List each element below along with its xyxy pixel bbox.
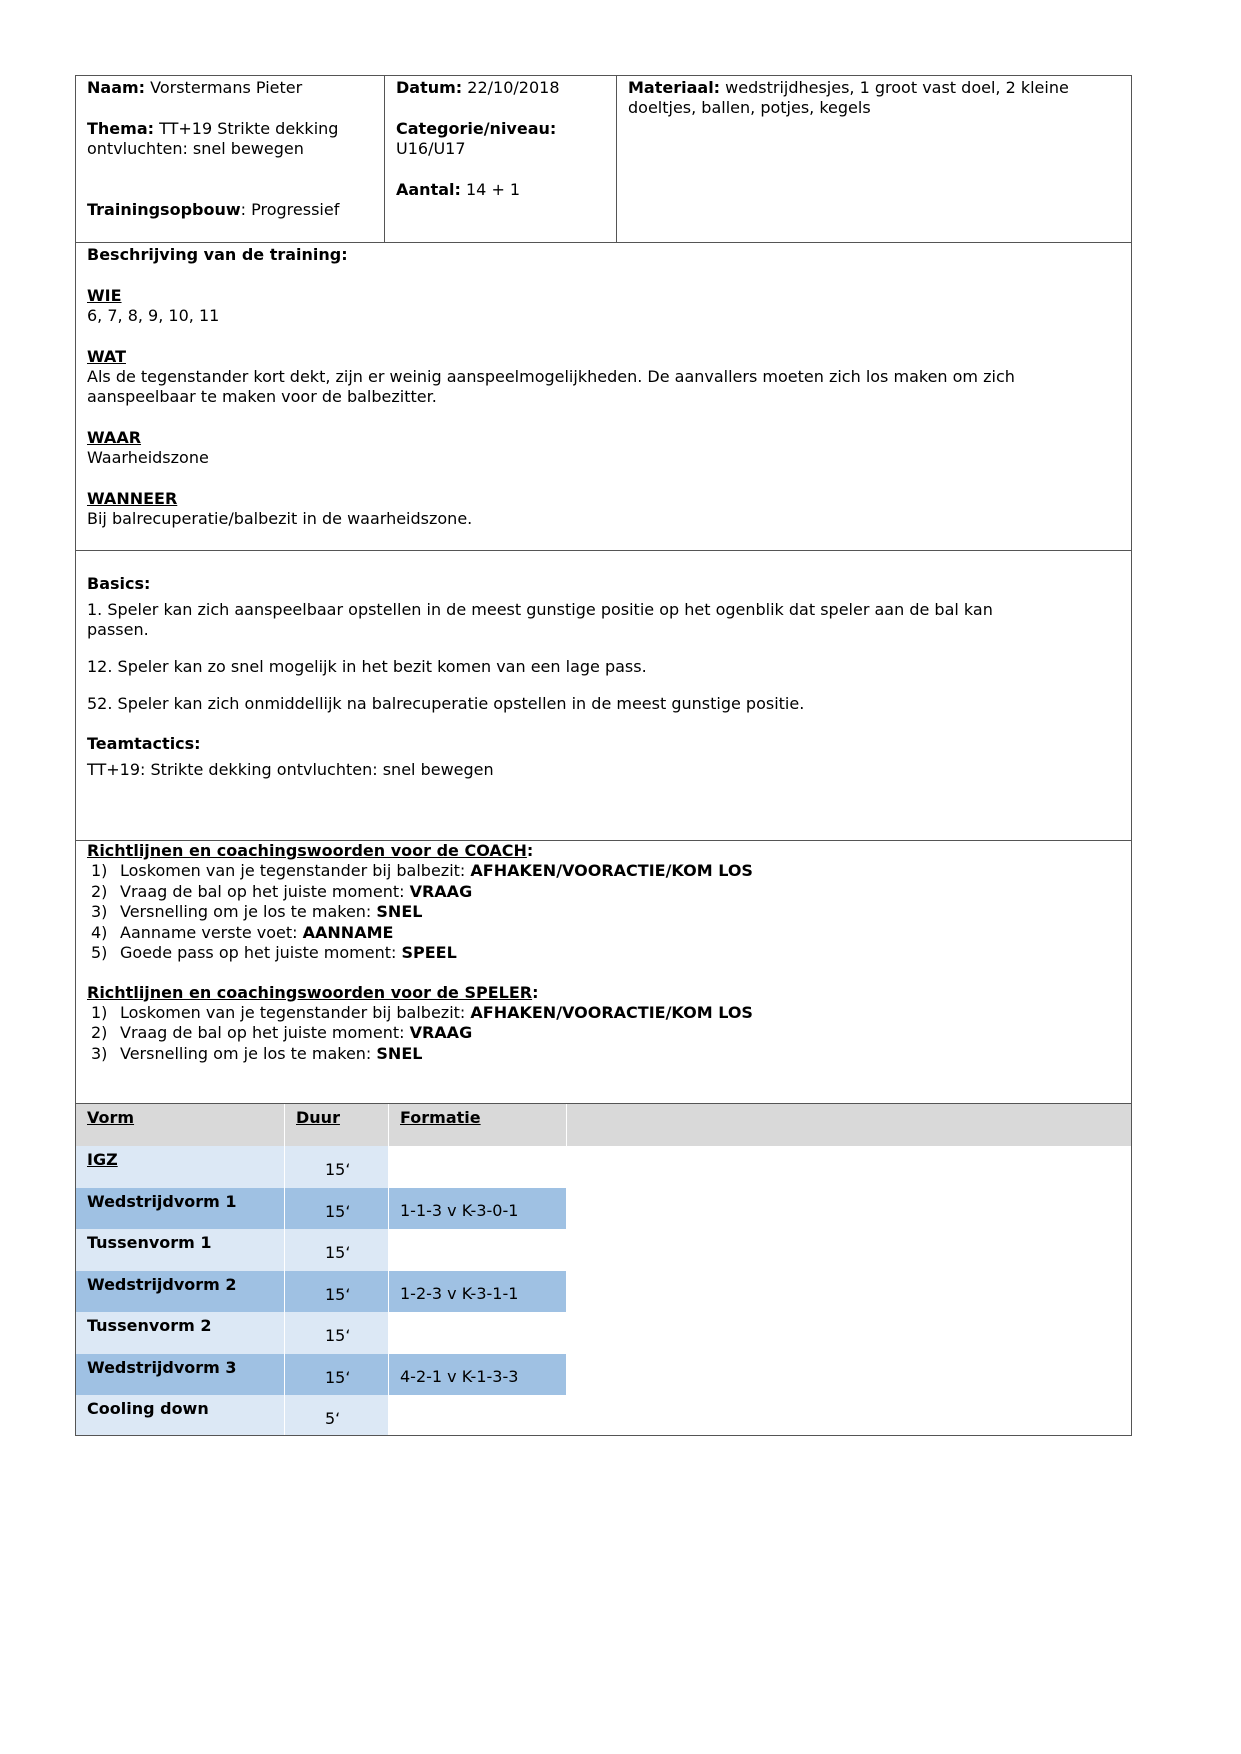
schedule-header-row <box>76 1104 1131 1146</box>
duur-value: 15‘ <box>325 1201 351 1221</box>
header-row <box>76 76 1131 242</box>
coach-item-number: 3) <box>91 902 108 921</box>
duur-cell <box>284 1188 388 1230</box>
speler-item <box>87 1003 1120 1024</box>
speler-item-text: Vraag de bal op het juiste moment: <box>120 1023 410 1042</box>
speler-title <box>87 983 1120 1003</box>
formatie-value: 4-2-1 v K-1-3-3 <box>400 1366 519 1386</box>
coach-item <box>87 943 1120 964</box>
schedule-row <box>76 1229 1131 1271</box>
aantal-value: 14 + 1 <box>460 180 521 199</box>
teamtactics-value: TT+19: Strikte dekking ontvluchten: snel bewegen <box>87 760 494 779</box>
beschrijving-section <box>76 242 1131 550</box>
opbouw-line <box>87 200 339 220</box>
coach-item-text: Goede pass op het juiste moment: <box>120 943 402 962</box>
speler-title-colon: : <box>532 982 539 1002</box>
schedule-row <box>76 1354 1131 1396</box>
teamtactics-title: Teamtactics: <box>87 734 201 753</box>
duur-value: 5‘ <box>325 1409 341 1428</box>
categorie-label-text: Categorie/niveau: <box>396 119 557 138</box>
coach-item-text: Vraag de bal op het juiste moment: <box>120 881 410 901</box>
duur-cell <box>284 1312 388 1354</box>
formatie-header <box>388 1104 566 1146</box>
aantal-line <box>396 180 605 200</box>
schedule-row <box>76 1271 1131 1313</box>
basics-section <box>76 550 1131 840</box>
wie-value: 6, 7, 8, 9, 10, 11 <box>87 306 220 325</box>
beschrijving-title: Beschrijving van de training: <box>87 245 348 264</box>
duur-value: 15‘ <box>325 1243 351 1262</box>
wanneer-label: WANNEER <box>87 489 178 508</box>
formatie-cell <box>388 1271 566 1313</box>
coach-item-keyword: SPEEL <box>401 943 457 962</box>
wanneer-value: Bij balrecuperatie/balbezit in de waarheidszone. <box>87 509 473 528</box>
datum-line <box>396 78 605 98</box>
coach-item-text: Loskomen van je tegenstander bij balbezit: <box>120 861 471 880</box>
duur-cell <box>284 1271 388 1313</box>
materiaal-label: Materiaal: <box>628 78 721 97</box>
speler-item-keyword: VRAAG <box>409 1023 473 1042</box>
row-filler <box>566 1312 1131 1354</box>
wat-value: Als de tegenstander kort dekt, zijn er weinig aanspeelmogelijkheden. De aanvallers moeten zich los maken om zich aanspeelbaar te maken voor de balbezitter. <box>87 367 1015 406</box>
categorie-value: U16/U17 <box>396 139 466 158</box>
datum-value: 22/10/2018 <box>462 78 560 97</box>
vorm-header-text: Vorm <box>87 1108 135 1127</box>
schedule-row <box>76 1312 1131 1354</box>
coach-item-keyword: AFHAKEN/VOORACTIE/KOM LOS <box>470 861 753 880</box>
schedule-row <box>76 1188 1131 1230</box>
speler-item-keyword: SNEL <box>376 1043 423 1063</box>
header-middle-cell <box>385 76 617 242</box>
duur-value: 15‘ <box>325 1284 351 1304</box>
formatie-value: 1-2-3 v K-3-1-1 <box>400 1283 519 1303</box>
basics-item: 1. Speler kan zich aanspeelbaar opstellen in de meest gunstige positie op het ogenblik dat speler aan de bal kan passen. <box>87 600 993 639</box>
duur-cell <box>284 1354 388 1396</box>
wat-label: WAT <box>87 347 126 366</box>
coach-item-text: Aanname verste voet: <box>120 922 303 942</box>
vorm-cell: Wedstrijdvorm 3 <box>76 1354 284 1396</box>
vorm-cell: Wedstrijdvorm 2 <box>76 1271 284 1313</box>
schedule-body <box>76 1146 1131 1435</box>
waar-label: WAAR <box>87 428 142 447</box>
formatie-cell <box>388 1146 566 1188</box>
schedule-table <box>76 1103 1131 1435</box>
basics-title: Basics: <box>87 574 151 593</box>
datum-label: Datum: <box>396 78 463 97</box>
formatie-cell <box>388 1188 566 1230</box>
thema-line <box>87 119 373 159</box>
duur-value: 15‘ <box>325 1367 351 1387</box>
header-right-cell <box>617 76 1131 242</box>
waar-value: Waarheidszone <box>87 448 209 467</box>
categorie-label <box>396 119 605 139</box>
coaching-section <box>76 840 1131 1103</box>
speler-item-text: Versnelling om je los te maken: <box>120 1043 377 1063</box>
coach-list <box>87 861 1120 964</box>
wie-label: WIE <box>87 286 122 305</box>
duur-header-text: Duur <box>296 1108 340 1127</box>
thema-label: Thema: <box>87 119 155 138</box>
row-filler <box>566 1271 1131 1313</box>
coach-item-number: 1) <box>91 861 108 880</box>
formatie-value <box>400 1150 555 1159</box>
duur-value: 15‘ <box>325 1160 351 1179</box>
duur-header <box>284 1104 388 1146</box>
naam-label: Naam: <box>87 78 146 97</box>
row-filler <box>566 1146 1131 1188</box>
coach-item <box>87 861 1120 882</box>
row-filler <box>566 1395 1131 1435</box>
formatie-value <box>400 1399 555 1408</box>
coach-title <box>87 841 1120 861</box>
formatie-cell <box>388 1312 566 1354</box>
naam-line <box>87 78 373 98</box>
speler-item-keyword: AFHAKEN/VOORACTIE/KOM LOS <box>470 1002 753 1022</box>
coach-item <box>87 882 1120 903</box>
speler-item-number: 1) <box>91 1002 108 1022</box>
training-sheet <box>75 75 1132 1436</box>
materiaal-value: wedstrijdhesjes, 1 groot vast doel, 2 kleine doeltjes, ballen, potjes, kegels <box>628 78 1069 117</box>
aantal-label: Aantal: <box>396 180 461 199</box>
opbouw-value: : Progressief <box>240 200 340 219</box>
header-filler <box>566 1104 1131 1146</box>
coach-item <box>87 923 1120 944</box>
vorm-cell: Cooling down <box>76 1395 284 1435</box>
coach-item-number: 4) <box>91 922 108 942</box>
coach-item-number: 5) <box>91 943 108 962</box>
duur-cell <box>284 1146 388 1188</box>
speler-item <box>87 1044 1120 1065</box>
formatie-value <box>400 1316 555 1325</box>
speler-list <box>87 1003 1120 1065</box>
coach-title-text: Richtlijnen en coachingswoorden voor de COACH <box>87 841 527 860</box>
speler-item-number: 2) <box>91 1023 108 1042</box>
coach-item-text: Versnelling om je los te maken: <box>120 902 377 921</box>
coach-title-colon: : <box>526 841 534 860</box>
materiaal-line <box>628 78 1120 118</box>
speler-item-text: Loskomen van je tegenstander bij balbezit: <box>120 1002 471 1022</box>
coach-item-keyword: SNEL <box>376 902 423 921</box>
duur-value: 15‘ <box>325 1326 351 1345</box>
thema-value: TT+19 Strikte dekking ontvluchten: snel bewegen <box>87 119 339 158</box>
vorm-cell: IGZ <box>76 1146 284 1188</box>
vorm-cell: Tussenvorm 2 <box>76 1312 284 1354</box>
header-left-cell <box>76 76 385 242</box>
duur-cell <box>284 1395 388 1435</box>
coach-item-keyword: AANNAME <box>302 922 394 942</box>
coach-item-number: 2) <box>91 881 108 901</box>
formatie-value: 1-1-3 v K-3-0-1 <box>400 1200 519 1220</box>
row-filler <box>566 1229 1131 1271</box>
coach-item-keyword: VRAAG <box>409 881 473 901</box>
coach-item <box>87 902 1120 923</box>
speler-title-text: Richtlijnen en coachingswoorden voor de SPELER <box>87 982 533 1002</box>
speler-item <box>87 1023 1120 1044</box>
basics-item: 12. Speler kan zo snel mogelijk in het bezit komen van een lage pass. <box>87 657 647 676</box>
vorm-cell: Tussenvorm 1 <box>76 1229 284 1271</box>
speler-item-number: 3) <box>91 1043 108 1063</box>
vorm-cell: Wedstrijdvorm 1 <box>76 1188 284 1230</box>
naam-value: Vorstermans Pieter <box>145 78 303 97</box>
row-filler <box>566 1188 1131 1230</box>
formatie-cell <box>388 1395 566 1435</box>
formatie-cell <box>388 1229 566 1271</box>
formatie-value <box>400 1233 555 1242</box>
formatie-header-text: Formatie <box>400 1108 481 1127</box>
vorm-header <box>76 1104 284 1146</box>
opbouw-label: Trainingsopbouw <box>87 200 241 219</box>
basics-item: 52. Speler kan zich onmiddellijk na balrecuperatie opstellen in de meest gunstige positie. <box>87 694 805 713</box>
schedule-row <box>76 1395 1131 1435</box>
duur-cell <box>284 1229 388 1271</box>
schedule-row <box>76 1146 1131 1188</box>
row-filler <box>566 1354 1131 1396</box>
formatie-cell <box>388 1354 566 1396</box>
